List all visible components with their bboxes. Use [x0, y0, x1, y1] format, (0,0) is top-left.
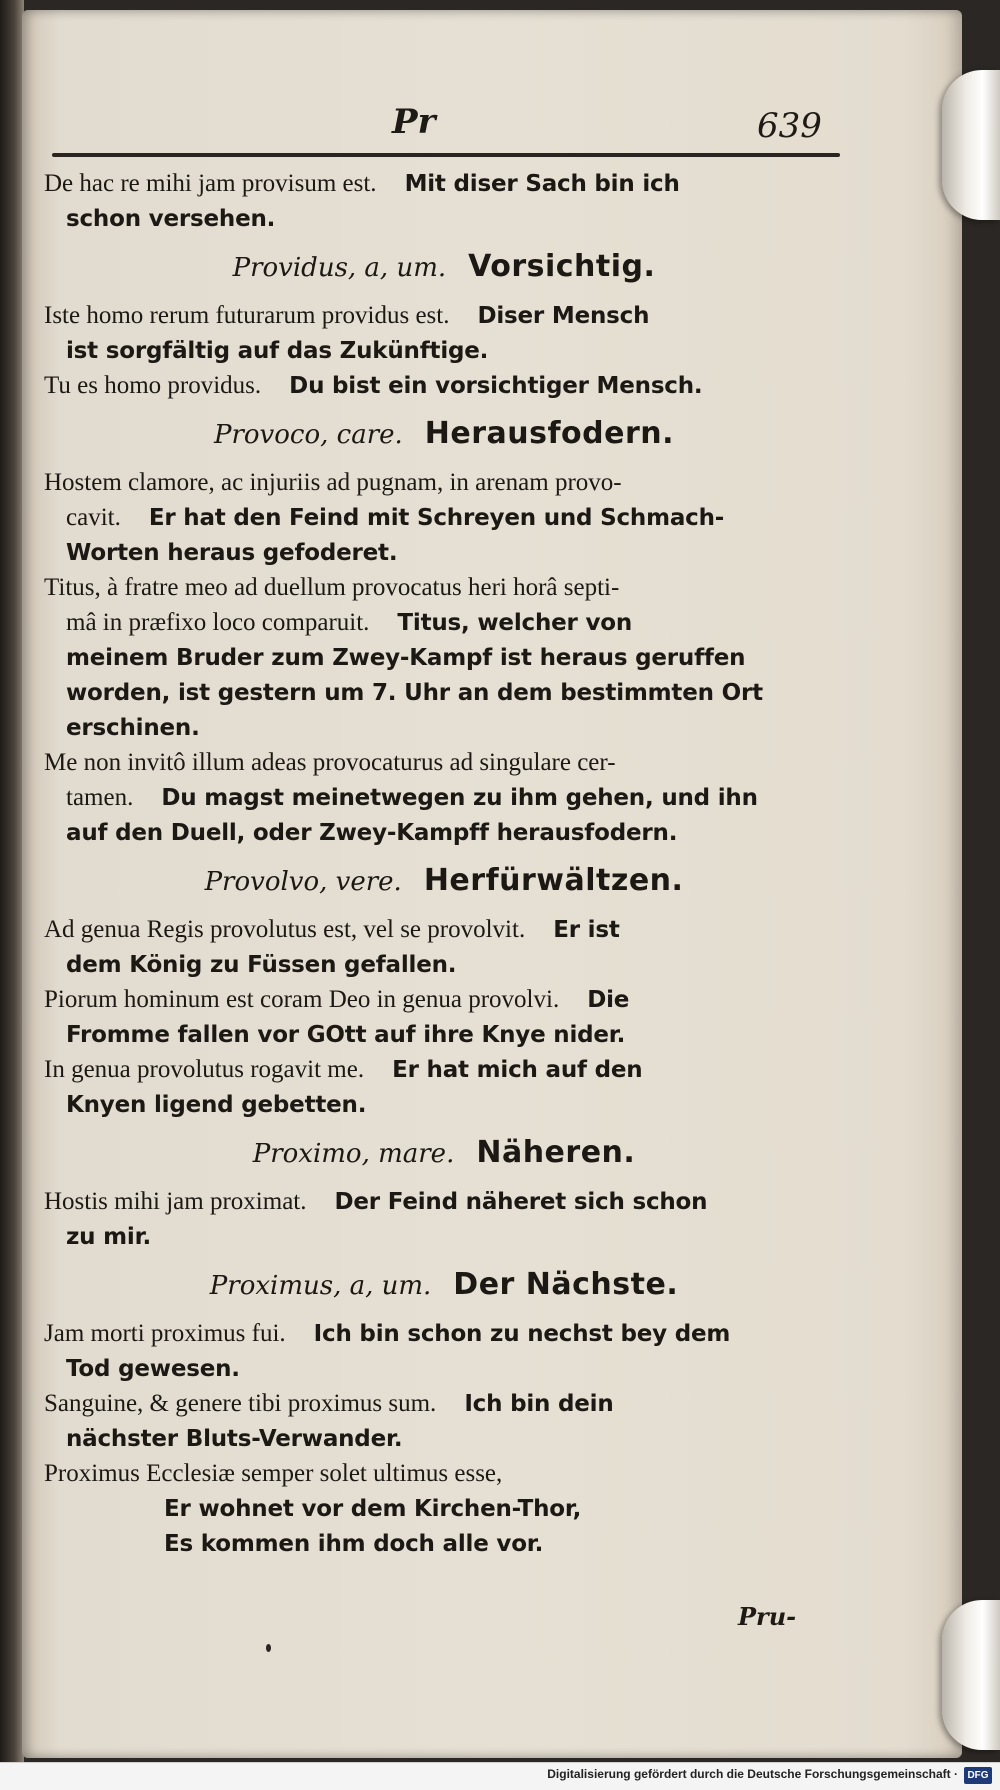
running-head: Pr	[392, 102, 436, 142]
page-number: 639	[757, 106, 822, 146]
entry-line	[44, 570, 844, 605]
german-text: nächster Bluts-Verwander.	[66, 1426, 403, 1452]
entry-line	[44, 947, 844, 982]
entry-line	[44, 815, 844, 850]
lemma-heading	[44, 403, 844, 465]
german-text: Fromme fallen vor GOtt auf ihre Knye nider.	[66, 1022, 626, 1048]
german-text: Diser Mensch	[477, 303, 650, 329]
entry-line	[44, 710, 844, 745]
entry-line	[44, 1456, 844, 1491]
lemma-heading	[44, 850, 844, 912]
entry-line	[44, 298, 844, 333]
example-entry	[44, 166, 844, 236]
german-text: Titus, welcher von	[397, 610, 633, 636]
german-text: dem König zu Füssen gefallen.	[66, 952, 457, 978]
german-text: Du magst meinetwegen zu ihm gehen, und ihn	[161, 785, 758, 811]
german-text: Tod gewesen.	[66, 1356, 240, 1382]
lemma-german: Der Nächste.	[453, 1267, 679, 1302]
latin-text: In genua provolutus rogavit me.	[44, 1056, 365, 1083]
latin-text: Hostis mihi jam proximat.	[44, 1188, 307, 1215]
lemma-latin: Proximo, mare.	[252, 1139, 455, 1169]
ink-speck	[266, 1644, 271, 1652]
example-entry	[44, 1052, 844, 1122]
entry-line	[44, 201, 844, 236]
latin-text: Iste homo rerum futurarum providus est.	[44, 302, 450, 329]
example-entry	[44, 298, 844, 368]
german-text: Es kommen ihm doch alle vor.	[164, 1531, 544, 1557]
header-rule	[52, 153, 840, 157]
lemma-latin: Provoco, care.	[213, 420, 403, 450]
german-text: Worten heraus gefoderet.	[66, 540, 398, 566]
lemma-heading	[44, 1254, 844, 1316]
book-spine	[0, 0, 24, 1789]
entry-line	[44, 1421, 844, 1456]
entry-line	[44, 1526, 844, 1561]
lemma-latin: Proximus, a, um.	[209, 1271, 432, 1301]
entry-line	[44, 780, 844, 815]
lemma-german: Näheren.	[476, 1135, 636, 1170]
example-entry	[44, 745, 844, 850]
example-entry	[44, 1456, 844, 1561]
german-text: Mit diser Sach bin ich	[404, 171, 680, 197]
entry-line	[44, 1017, 844, 1052]
latin-text: tamen.	[66, 784, 134, 811]
entry-line	[44, 1386, 844, 1421]
book-clip-top	[942, 70, 1000, 220]
latin-text: mâ in præfixo loco comparuit.	[66, 609, 370, 636]
lemma-latin: Providus, a, um.	[232, 253, 447, 283]
latin-text: De hac re mihi jam provisum est.	[44, 170, 377, 197]
latin-text: Sanguine, & genere tibi proximus sum.	[44, 1390, 437, 1417]
entry-line	[44, 1351, 844, 1386]
entry-line	[44, 1087, 844, 1122]
lemma-german: Herfürwältzen.	[423, 863, 684, 898]
german-text: Er hat mich auf den	[392, 1057, 643, 1083]
entry-line	[44, 1219, 844, 1254]
german-text: Er ist	[553, 917, 620, 943]
example-entry	[44, 368, 844, 403]
latin-text: Hostem clamore, ac injuriis ad pugnam, in arenam provo-	[44, 469, 622, 496]
entry-line	[44, 166, 844, 201]
dfg-logo: DFG	[964, 1767, 992, 1784]
latin-text: Proximus Ecclesiæ semper solet ultimus esse,	[44, 1460, 503, 1487]
book-clip-bottom	[942, 1600, 1000, 1750]
german-text: ist sorgfältig auf das Zukünftige.	[66, 338, 489, 364]
entry-line	[44, 982, 844, 1017]
entry-line	[44, 1052, 844, 1087]
latin-text: Titus, à fratre meo ad duellum provocatus heri horâ septi-	[44, 574, 620, 601]
entry-line	[44, 675, 844, 710]
german-text: Ich bin schon zu nechst bey dem	[313, 1321, 731, 1347]
example-entry	[44, 912, 844, 982]
entry-line	[44, 640, 844, 675]
german-text: Er hat den Feind mit Schreyen und Schmach-	[148, 505, 725, 531]
lemma-heading	[44, 236, 844, 298]
german-text: erschinen.	[66, 715, 200, 741]
lemma-german: Vorsichtig.	[468, 249, 656, 284]
example-entry	[44, 982, 844, 1052]
german-text: Du bist ein vorsichtiger Mensch.	[289, 373, 703, 399]
footer-credit: Digitalisierung gefördert durch die Deutsche Forschungsgemeinschaft ·	[547, 1767, 958, 1781]
entry-line	[44, 912, 844, 947]
lemma-german: Herausfodern.	[424, 416, 675, 451]
example-entry	[44, 1316, 844, 1386]
example-entry	[44, 570, 844, 745]
latin-text: cavit.	[66, 504, 121, 531]
example-entry	[44, 465, 844, 570]
footer-bar	[0, 1762, 1000, 1790]
german-text: Knyen ligend gebetten.	[66, 1092, 367, 1118]
entry-line	[44, 1184, 844, 1219]
latin-text: Ad genua Regis provolutus est, vel se provolvit.	[44, 916, 526, 943]
german-text: schon versehen.	[66, 206, 276, 232]
example-entry	[44, 1184, 844, 1254]
german-text: zu mir.	[66, 1224, 152, 1250]
german-text: Die	[587, 987, 630, 1013]
entry-line	[44, 500, 844, 535]
entry-line	[44, 465, 844, 500]
entry-line	[44, 368, 844, 403]
dictionary-body	[44, 166, 844, 1561]
book-page	[22, 10, 962, 1758]
latin-text: Tu es homo providus.	[44, 372, 262, 399]
german-text: Der Feind näheret sich schon	[334, 1189, 708, 1215]
catchword: Pru-	[738, 1602, 797, 1631]
latin-text: Jam morti proximus fui.	[44, 1320, 286, 1347]
example-entry	[44, 1386, 844, 1456]
lemma-latin: Provolvo, vere.	[204, 867, 402, 897]
german-text: Er wohnet vor dem Kirchen-Thor,	[164, 1496, 582, 1522]
entry-line	[44, 333, 844, 368]
entry-line	[44, 745, 844, 780]
latin-text: Me non invitô illum adeas provocaturus ad singulare cer-	[44, 749, 616, 776]
entry-line	[44, 535, 844, 570]
german-text: worden, ist gestern um 7. Uhr an dem bestimmten Ort	[66, 680, 763, 706]
german-text: auf den Duell, oder Zwey-Kampff herausfodern.	[66, 820, 678, 846]
entry-line	[44, 1491, 844, 1526]
german-text: Ich bin dein	[464, 1391, 614, 1417]
latin-text: Piorum hominum est coram Deo in genua provolvi.	[44, 986, 560, 1013]
german-text: meinem Bruder zum Zwey-Kampf ist heraus geruffen	[66, 645, 746, 671]
lemma-heading	[44, 1122, 844, 1184]
entry-line	[44, 1316, 844, 1351]
entry-line	[44, 605, 844, 640]
